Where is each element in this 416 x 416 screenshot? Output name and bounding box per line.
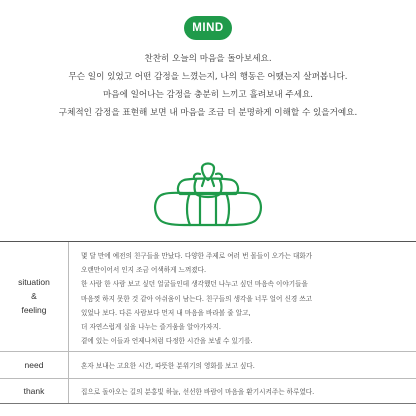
need-content: 혼자 보내는 고요한 시간, 따뜻한 분위기의 영화를 보고 싶다. bbox=[81, 362, 255, 370]
situation-line: 곁에 있는 이들과 언제나처럼 다정한 시간을 보낼 수 있기를. bbox=[81, 337, 253, 346]
need-label: need bbox=[0, 352, 69, 378]
intro-line: 마음에 일어나는 감정을 충분히 느끼고 흘려보내 주세요. bbox=[102, 90, 314, 100]
situation-line: 한 사람 한 사람 보고 싶던 얼굴들인데 생각했던 나누고 싶던 마음속 이야기들을 bbox=[81, 280, 308, 289]
mind-badge: MIND bbox=[184, 16, 232, 40]
intro-line: 구체적인 감정을 표현해 보면 내 마음을 조금 더 분명하게 이해할 수 있을거예요. bbox=[58, 108, 358, 118]
intro-text bbox=[0, 50, 416, 122]
situation-line: 오랜만이어서 인지 조금 어색하게 느껴졌다. bbox=[81, 266, 207, 275]
situation-content bbox=[69, 242, 416, 351]
situation-row bbox=[0, 242, 416, 352]
situation-line: 몇 달 만에 예전의 친구들을 만났다. 다양한 주제로 여러 번 몰들이 오가는 대화가 bbox=[81, 252, 313, 260]
thank-content: 집으로 돌아오는 길의 분홍빛 하늘, 선선한 바람이 마음을 환기시켜주는 하루였다. bbox=[81, 388, 315, 396]
situation-line: 마음껏 하지 못한 것 같아 아쉬움이 남는다. 친구들의 생각을 너무 얼어 신경 쓰고 bbox=[81, 294, 313, 303]
situation-label-top: situation bbox=[18, 277, 50, 287]
thank-label: thank bbox=[0, 379, 69, 403]
situation-line: 더 자연스럽게 실을 나누는 즐거움을 알아가자지. bbox=[81, 323, 221, 332]
intro-line: 무슨 일이 있었고 어떤 감정을 느꼈는지, 나의 행동은 어땠는지 살펴봅니다. bbox=[68, 72, 348, 82]
need-row bbox=[0, 352, 416, 379]
situation-label-amp: & bbox=[31, 291, 37, 301]
thank-row bbox=[0, 379, 416, 404]
situation-line: 있었나 보다. 다른 사람보다 먼저 내 마음을 바라볼 줄 알고, bbox=[81, 308, 251, 317]
intro-line: 찬찬히 오늘의 마음을 돌아보세요. bbox=[144, 54, 272, 64]
stacked-cushions-icon bbox=[150, 152, 266, 228]
situation-label bbox=[0, 242, 69, 351]
journal-table bbox=[0, 241, 416, 404]
situation-label-bottom: feeling bbox=[21, 305, 47, 315]
